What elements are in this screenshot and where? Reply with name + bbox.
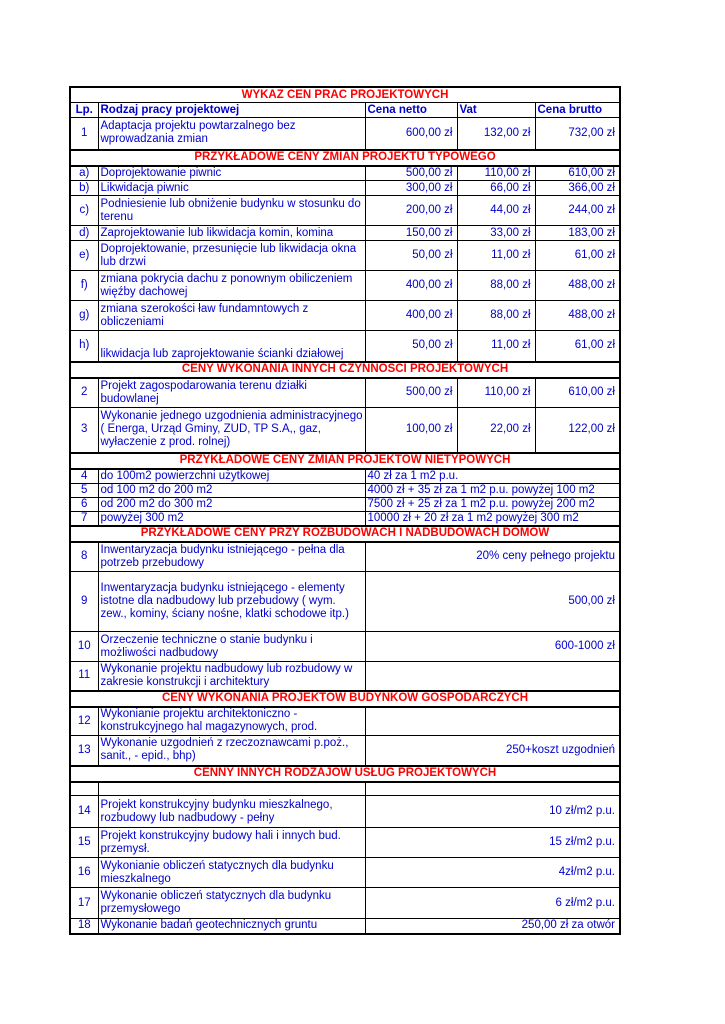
section-heading: CENNY INNYCH RODZAJÓW USŁUG PROJEKTOWYCH [70, 766, 620, 782]
row-desc: Inwentaryzacja budynku istniejącego - pełna dla potrzeb przebudowy [98, 542, 365, 572]
section-heading: PRZYKŁADOWE CENY ZMIAN PROJEKTÓW NIETYPOWYCH [70, 453, 620, 469]
row-brutto: 610,00 zł [535, 378, 620, 408]
table-row [70, 301, 620, 331]
table-title: WYKAZ CEN PRAC PROJEKTOWYCH [70, 87, 620, 103]
row-lp: e) [70, 241, 98, 271]
row-lp: h) [70, 331, 98, 362]
row-netto: 150,00 zł [365, 226, 457, 241]
row-netto: 100,00 zł [365, 408, 457, 453]
row-brutto: 61,00 zł [535, 241, 620, 271]
row-lp: 6 [70, 497, 98, 511]
table-row [70, 408, 620, 453]
row-price: 20% ceny pełnego projektu [365, 542, 620, 572]
table-row [70, 483, 620, 497]
row-brutto: 488,00 zł [535, 271, 620, 301]
table-row [70, 828, 620, 858]
header-lp: Lp. [70, 103, 98, 118]
row-lp: 13 [70, 736, 98, 766]
table-row [70, 888, 620, 919]
section-heading: CENY WYKONANIA INNYCH CZYNNOŚCI PROJEKTOWYCH [70, 362, 620, 378]
row-netto: 400,00 zł [365, 301, 457, 331]
row-lp: 10 [70, 632, 98, 662]
row-desc: Projekt zagospodarowania terenu działki budowlanej [98, 378, 365, 408]
table-row [70, 858, 620, 888]
section-heading: PRZYKŁADOWE CENY ZMIAN PROJEKTU TYPOWEGO [70, 150, 620, 166]
row-desc: Wykonanie uzgodnień z rzeczoznawcami p.poż., sanit., - epid., bhp) [98, 736, 365, 766]
row-lp: c) [70, 196, 98, 226]
row-netto: 500,00 zł [365, 378, 457, 408]
row-netto: 50,00 zł [365, 331, 457, 362]
table-row [70, 271, 620, 301]
row-desc: od 200 m2 do 300 m2 [98, 497, 365, 511]
table-row [70, 196, 620, 226]
row-desc: do 100m2 powierzchni użytkowej [98, 469, 365, 484]
row-netto: 600,00 zł [365, 118, 457, 150]
row-lp: 15 [70, 828, 98, 858]
row-desc: powyżej 300 m2 [98, 511, 365, 526]
row-desc: Wykonanie obliczeń statycznych dla budynku przemysłowego [98, 888, 365, 919]
table-row [70, 511, 620, 526]
row-desc: Zaprojektowanie lub likwidacja komin, komina [98, 226, 365, 241]
row-vat: 88,00 zł [457, 301, 535, 331]
row-price: 15 zł/m2 p.u. [365, 828, 620, 858]
header-vat: Vat [457, 103, 535, 118]
row-desc: od 100 m2 do 200 m2 [98, 483, 365, 497]
row-vat: 66,00 zł [457, 181, 535, 196]
row-price: 250,00 zł za otwór [365, 919, 620, 934]
row-vat: 110,00 zł [457, 378, 535, 408]
table-row [70, 707, 620, 736]
section-heading: CENY WYKONANIA PROJEKTÓW BUDYNKÓW GOSPODARCZYCH [70, 691, 620, 707]
row-brutto: 183,00 zł [535, 226, 620, 241]
row-desc: zmiana szerokości ław fundamntowych z obliczeniami [98, 301, 365, 331]
row-lp: 12 [70, 707, 98, 736]
row-desc: Podniesienie lub obniżenie budynku w stosunku do terenu [98, 196, 365, 226]
row-desc: Wykonanie jednego uzgodnienia administracyjnego ( Energa, Urząd Gminy, ZUD, TP S.A,, gaz, wyłaczenie z prod. rolnej) [98, 408, 365, 453]
row-vat: 110,00 zł [457, 166, 535, 181]
row-lp: 8 [70, 542, 98, 572]
row-lp: a) [70, 166, 98, 181]
row-netto: 200,00 zł [365, 196, 457, 226]
table-row [70, 226, 620, 241]
row-lp: 5 [70, 483, 98, 497]
row-price: 40 zł za 1 m2 p.u. [365, 469, 620, 484]
table-row [70, 572, 620, 632]
row-netto: 500,00 zł [365, 166, 457, 181]
row-desc: likwidacja lub zaprojektowanie ścianki działowej [98, 331, 365, 362]
row-desc: Wykonanie projektu nadbudowy lub rozbudowy w zakresie konstrukcji i architektury [98, 662, 365, 691]
row-desc: Projekt konstrukcyjny budowy hali i innych bud. przemysł. [98, 828, 365, 858]
row-lp: f) [70, 271, 98, 301]
row-lp: g) [70, 301, 98, 331]
row-lp: d) [70, 226, 98, 241]
row-brutto: 61,00 zł [535, 331, 620, 362]
row-price: 500,00 zł [365, 572, 620, 632]
row-vat: 22,00 zł [457, 408, 535, 453]
section-heading: PRZYKŁADOWE CENY PRZY ROZBUDOWACH I NADBUDOWACH DOMÓW [70, 526, 620, 542]
row-price: 6 zł/m2 p.u. [365, 888, 620, 919]
row-vat: 44,00 zł [457, 196, 535, 226]
row-brutto: 610,00 zł [535, 166, 620, 181]
row-lp: 1 [70, 118, 98, 150]
row-vat: 33,00 zł [457, 226, 535, 241]
row-brutto: 244,00 zł [535, 196, 620, 226]
row-desc: Inwentaryzacja budynku istniejącego - elementy istotne dla nadbudowy lub przebudowy ( wym. zew., kominy, ściany nośne, klatki schodowe itp.) [98, 572, 365, 632]
row-desc: Adaptacja projektu powtarzalnego bez wprowadzania zmian [98, 118, 365, 150]
table-row [70, 118, 620, 150]
row-lp: 18 [70, 919, 98, 934]
row-netto: 50,00 zł [365, 241, 457, 271]
row-lp: 14 [70, 796, 98, 828]
table-row [70, 181, 620, 196]
table-row [70, 542, 620, 572]
row-brutto: 366,00 zł [535, 181, 620, 196]
row-lp: 16 [70, 858, 98, 888]
table-row [70, 662, 620, 691]
table-row [70, 166, 620, 181]
row-lp: 11 [70, 662, 98, 691]
row-price: 7500 zł + 25 zł za 1 m2 p.u. powyżej 200 m2 [365, 497, 620, 511]
row-desc: Likwidacja piwnic [98, 181, 365, 196]
row-price [365, 662, 620, 691]
row-vat: 11,00 zł [457, 331, 535, 362]
row-vat: 11,00 zł [457, 241, 535, 271]
row-brutto: 488,00 zł [535, 301, 620, 331]
row-desc: Projekt konstrukcyjny budynku mieszkalnego, rozbudowy lub nadbudowy - pełny [98, 796, 365, 828]
row-price: 600-1000 zł [365, 632, 620, 662]
row-desc: zmiana pokrycia dachu z ponownym obiliczeniem więźby dachowej [98, 271, 365, 301]
table-row [70, 331, 620, 362]
row-lp: 3 [70, 408, 98, 453]
table-row-empty [70, 782, 620, 796]
row-desc: Doprojektowanie piwnic [98, 166, 365, 181]
row-netto: 400,00 zł [365, 271, 457, 301]
header-rodzaj: Rodzaj pracy projektowej [98, 103, 365, 118]
row-vat: 88,00 zł [457, 271, 535, 301]
price-table [69, 86, 621, 935]
table-row [70, 632, 620, 662]
header-brutto: Cena brutto [535, 103, 620, 118]
table-row [70, 497, 620, 511]
row-desc: Wykonianie projektu architektoniczno - konstrukcyjnego hal magazynowych, prod. [98, 707, 365, 736]
row-desc: Doprojektowanie, przesunięcie lub likwidacja okna lub drzwi [98, 241, 365, 271]
row-desc: Wykonianie obliczeń statycznych dla budynku mieszkalnego [98, 858, 365, 888]
row-lp: 2 [70, 378, 98, 408]
table-row [70, 378, 620, 408]
table-row [70, 241, 620, 271]
table-row [70, 736, 620, 766]
row-lp: 17 [70, 888, 98, 919]
row-price: 10000 zł + 20 zł za 1 m2 powyżej 300 m2 [365, 511, 620, 526]
row-lp: 7 [70, 511, 98, 526]
table-row [70, 919, 620, 934]
row-price: 250+koszt uzgodnień [365, 736, 620, 766]
row-vat: 132,00 zł [457, 118, 535, 150]
row-desc: Wykonanie badań geotechnicznych gruntu [98, 919, 365, 934]
row-desc: Orzeczenie techniczne o stanie budynku i możliwości nadbudowy [98, 632, 365, 662]
row-lp: b) [70, 181, 98, 196]
row-lp: 9 [70, 572, 98, 632]
row-netto: 300,00 zł [365, 181, 457, 196]
row-brutto: 122,00 zł [535, 408, 620, 453]
header-netto: Cena netto [365, 103, 457, 118]
row-price: 4000 zł + 35 zł za 1 m2 p.u. powyżej 100 m2 [365, 483, 620, 497]
table-row [70, 796, 620, 828]
row-price: 4zł/m2 p.u. [365, 858, 620, 888]
table-row [70, 469, 620, 484]
row-price: 10 zł/m2 p.u. [365, 796, 620, 828]
row-price-empty [365, 707, 620, 736]
row-brutto: 732,00 zł [535, 118, 620, 150]
row-lp: 4 [70, 469, 98, 484]
